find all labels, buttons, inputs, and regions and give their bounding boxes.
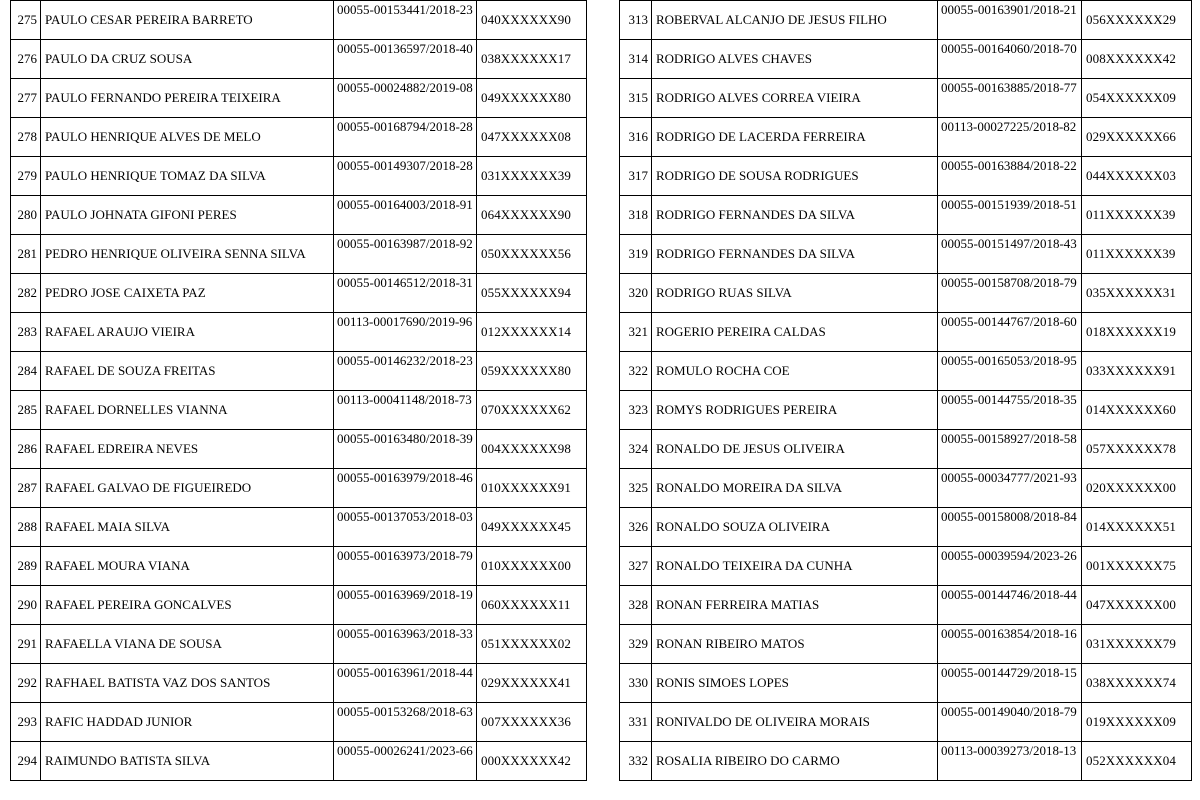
person-name: RODRIGO DE SOUSA RODRIGUES (652, 157, 938, 196)
row-number: 291 (11, 625, 41, 664)
process-number: 00055-00144767/2018-60 (938, 313, 1082, 352)
person-name: PAULO CESAR PEREIRA BARRETO (41, 1, 334, 40)
masked-cpf: 012XXXXXX14 (477, 313, 587, 352)
masked-cpf: 008XXXXXX42 (1082, 40, 1192, 79)
masked-cpf: 010XXXXXX91 (477, 469, 587, 508)
process-number: 00055-00163901/2018-21 (938, 1, 1082, 40)
row-number: 283 (11, 313, 41, 352)
person-name: RONALDO DE JESUS OLIVEIRA (652, 430, 938, 469)
table-row (11, 469, 587, 508)
process-number: 00055-00163987/2018-92 (334, 235, 477, 274)
masked-cpf: 020XXXXXX00 (1082, 469, 1192, 508)
table-row (620, 79, 1192, 118)
left-table-body (11, 1, 587, 781)
row-number: 285 (11, 391, 41, 430)
person-name: RAIMUNDO BATISTA SILVA (41, 742, 334, 781)
masked-cpf: 059XXXXXX80 (477, 352, 587, 391)
person-name: PAULO FERNANDO PEREIRA TEIXEIRA (41, 79, 334, 118)
row-number: 288 (11, 508, 41, 547)
masked-cpf: 049XXXXXX80 (477, 79, 587, 118)
person-name: RODRIGO ALVES CHAVES (652, 40, 938, 79)
masked-cpf: 029XXXXXX66 (1082, 118, 1192, 157)
person-name: PEDRO HENRIQUE OLIVEIRA SENNA SILVA (41, 235, 334, 274)
table-row (11, 40, 587, 79)
person-name: RONIS SIMOES LOPES (652, 664, 938, 703)
process-number: 00055-00163854/2018-16 (938, 625, 1082, 664)
person-name: PAULO JOHNATA GIFONI PERES (41, 196, 334, 235)
person-name: ROMULO ROCHA COE (652, 352, 938, 391)
process-number: 00055-00164060/2018-70 (938, 40, 1082, 79)
process-number: 00055-00153268/2018-63 (334, 703, 477, 742)
table-row (620, 157, 1192, 196)
row-number: 330 (620, 664, 652, 703)
masked-cpf: 047XXXXXX00 (1082, 586, 1192, 625)
row-number: 313 (620, 1, 652, 40)
process-number: 00055-00163963/2018-33 (334, 625, 477, 664)
process-number: 00055-00164003/2018-91 (334, 196, 477, 235)
row-number: 277 (11, 79, 41, 118)
masked-cpf: 055XXXXXX94 (477, 274, 587, 313)
person-name: PAULO HENRIQUE TOMAZ DA SILVA (41, 157, 334, 196)
process-number: 00113-00027225/2018-82 (938, 118, 1082, 157)
masked-cpf: 044XXXXXX03 (1082, 157, 1192, 196)
process-number: 00055-00149040/2018-79 (938, 703, 1082, 742)
process-number: 00055-00151939/2018-51 (938, 196, 1082, 235)
row-number: 284 (11, 352, 41, 391)
masked-cpf: 056XXXXXX29 (1082, 1, 1192, 40)
row-number: 286 (11, 430, 41, 469)
row-number: 282 (11, 274, 41, 313)
process-number: 00055-00163973/2018-79 (334, 547, 477, 586)
person-name: RONAN RIBEIRO MATOS (652, 625, 938, 664)
table-row (11, 352, 587, 391)
process-number: 00055-00158708/2018-79 (938, 274, 1082, 313)
masked-cpf: 047XXXXXX08 (477, 118, 587, 157)
table-row (11, 625, 587, 664)
masked-cpf: 035XXXXXX31 (1082, 274, 1192, 313)
table-row (620, 118, 1192, 157)
process-number: 00055-00137053/2018-03 (334, 508, 477, 547)
row-number: 323 (620, 391, 652, 430)
process-number: 00055-00158927/2018-58 (938, 430, 1082, 469)
table-row (11, 664, 587, 703)
row-number: 281 (11, 235, 41, 274)
masked-cpf: 070XXXXXX62 (477, 391, 587, 430)
row-number: 321 (620, 313, 652, 352)
masked-cpf: 011XXXXXX39 (1082, 235, 1192, 274)
person-name: RONALDO TEIXEIRA DA CUNHA (652, 547, 938, 586)
person-name: ROMYS RODRIGUES PEREIRA (652, 391, 938, 430)
row-number: 328 (620, 586, 652, 625)
process-number: 00055-00168794/2018-28 (334, 118, 477, 157)
row-number: 331 (620, 703, 652, 742)
table-row (11, 79, 587, 118)
right-table (619, 0, 1192, 781)
masked-cpf: 018XXXXXX19 (1082, 313, 1192, 352)
masked-cpf: 000XXXXXX42 (477, 742, 587, 781)
person-name: RAFAELLA VIANA DE SOUSA (41, 625, 334, 664)
masked-cpf: 031XXXXXX79 (1082, 625, 1192, 664)
row-number: 278 (11, 118, 41, 157)
person-name: RAFAEL EDREIRA NEVES (41, 430, 334, 469)
process-number: 00055-00149307/2018-28 (334, 157, 477, 196)
row-number: 293 (11, 703, 41, 742)
masked-cpf: 014XXXXXX51 (1082, 508, 1192, 547)
masked-cpf: 052XXXXXX04 (1082, 742, 1192, 781)
row-number: 325 (620, 469, 652, 508)
masked-cpf: 049XXXXXX45 (477, 508, 587, 547)
masked-cpf: 057XXXXXX78 (1082, 430, 1192, 469)
table-row (11, 703, 587, 742)
table-row (620, 742, 1192, 781)
person-name: RAFAEL GALVAO DE FIGUEIREDO (41, 469, 334, 508)
table-row (11, 430, 587, 469)
row-number: 292 (11, 664, 41, 703)
process-number: 00055-00024882/2019-08 (334, 79, 477, 118)
masked-cpf: 038XXXXXX74 (1082, 664, 1192, 703)
person-name: RAFIC HADDAD JUNIOR (41, 703, 334, 742)
process-number: 00055-00163480/2018-39 (334, 430, 477, 469)
table-row (620, 391, 1192, 430)
table-row (620, 703, 1192, 742)
person-name: RONAN FERREIRA MATIAS (652, 586, 938, 625)
row-number: 315 (620, 79, 652, 118)
masked-cpf: 001XXXXXX75 (1082, 547, 1192, 586)
person-name: ROBERVAL ALCANJO DE JESUS FILHO (652, 1, 938, 40)
process-number: 00055-00163884/2018-22 (938, 157, 1082, 196)
table-row (620, 196, 1192, 235)
process-number: 00055-00163885/2018-77 (938, 79, 1082, 118)
table-row (11, 508, 587, 547)
process-number: 00055-00163969/2018-19 (334, 586, 477, 625)
row-number: 319 (620, 235, 652, 274)
process-number: 00113-00041148/2018-73 (334, 391, 477, 430)
process-number: 00055-00144746/2018-44 (938, 586, 1082, 625)
masked-cpf: 011XXXXXX39 (1082, 196, 1192, 235)
row-number: 316 (620, 118, 652, 157)
masked-cpf: 054XXXXXX09 (1082, 79, 1192, 118)
row-number: 317 (620, 157, 652, 196)
person-name: PAULO HENRIQUE ALVES DE MELO (41, 118, 334, 157)
process-number: 00055-00146232/2018-23 (334, 352, 477, 391)
table-row (620, 1, 1192, 40)
process-number: 00055-00144729/2018-15 (938, 664, 1082, 703)
row-number: 327 (620, 547, 652, 586)
masked-cpf: 019XXXXXX09 (1082, 703, 1192, 742)
table-row (620, 235, 1192, 274)
row-number: 322 (620, 352, 652, 391)
process-number: 00055-00039594/2023-26 (938, 547, 1082, 586)
person-name: RONALDO MOREIRA DA SILVA (652, 469, 938, 508)
row-number: 324 (620, 430, 652, 469)
table-row (11, 313, 587, 352)
row-number: 314 (620, 40, 652, 79)
person-name: RAFAEL PEREIRA GONCALVES (41, 586, 334, 625)
masked-cpf: 014XXXXXX60 (1082, 391, 1192, 430)
person-name: RODRIGO RUAS SILVA (652, 274, 938, 313)
table-row (620, 508, 1192, 547)
row-number: 326 (620, 508, 652, 547)
table-row (11, 1, 587, 40)
process-number: 00055-00144755/2018-35 (938, 391, 1082, 430)
masked-cpf: 060XXXXXX11 (477, 586, 587, 625)
row-number: 332 (620, 742, 652, 781)
person-name: PAULO DA CRUZ SOUSA (41, 40, 334, 79)
masked-cpf: 010XXXXXX00 (477, 547, 587, 586)
person-name: RAFHAEL BATISTA VAZ DOS SANTOS (41, 664, 334, 703)
right-table-body (620, 1, 1192, 781)
process-number: 00055-00151497/2018-43 (938, 235, 1082, 274)
masked-cpf: 033XXXXXX91 (1082, 352, 1192, 391)
masked-cpf: 007XXXXXX36 (477, 703, 587, 742)
row-number: 294 (11, 742, 41, 781)
masked-cpf: 051XXXXXX02 (477, 625, 587, 664)
table-row (11, 586, 587, 625)
person-name: RODRIGO FERNANDES DA SILVA (652, 235, 938, 274)
table-row (620, 40, 1192, 79)
process-number: 00055-00026241/2023-66 (334, 742, 477, 781)
process-number: 00055-00153441/2018-23 (334, 1, 477, 40)
table-row (620, 313, 1192, 352)
masked-cpf: 031XXXXXX39 (477, 157, 587, 196)
person-name: RONIVALDO DE OLIVEIRA MORAIS (652, 703, 938, 742)
process-number: 00055-00163961/2018-44 (334, 664, 477, 703)
person-name: RODRIGO FERNANDES DA SILVA (652, 196, 938, 235)
table-row (11, 274, 587, 313)
person-name: PEDRO JOSE CAIXETA PAZ (41, 274, 334, 313)
row-number: 287 (11, 469, 41, 508)
person-name: RONALDO SOUZA OLIVEIRA (652, 508, 938, 547)
table-row (11, 547, 587, 586)
row-number: 276 (11, 40, 41, 79)
table-row (620, 430, 1192, 469)
masked-cpf: 029XXXXXX41 (477, 664, 587, 703)
table-row (11, 391, 587, 430)
process-number: 00055-00163979/2018-46 (334, 469, 477, 508)
process-number: 00113-00017690/2019-96 (334, 313, 477, 352)
table-row (620, 625, 1192, 664)
row-number: 329 (620, 625, 652, 664)
person-name: RAFAEL DE SOUZA FREITAS (41, 352, 334, 391)
process-number: 00055-00165053/2018-95 (938, 352, 1082, 391)
person-name: RODRIGO DE LACERDA FERREIRA (652, 118, 938, 157)
process-number: 00055-00034777/2021-93 (938, 469, 1082, 508)
row-number: 318 (620, 196, 652, 235)
table-row (620, 586, 1192, 625)
table-row (620, 274, 1192, 313)
masked-cpf: 064XXXXXX90 (477, 196, 587, 235)
table-row (620, 469, 1192, 508)
row-number: 275 (11, 1, 41, 40)
person-name: RAFAEL ARAUJO VIEIRA (41, 313, 334, 352)
process-number: 00113-00039273/2018-13 (938, 742, 1082, 781)
table-row (620, 664, 1192, 703)
table-row (11, 235, 587, 274)
masked-cpf: 040XXXXXX90 (477, 1, 587, 40)
person-name: RODRIGO ALVES CORREA VIEIRA (652, 79, 938, 118)
table-row (11, 742, 587, 781)
row-number: 290 (11, 586, 41, 625)
person-name: RAFAEL MOURA VIANA (41, 547, 334, 586)
masked-cpf: 050XXXXXX56 (477, 235, 587, 274)
table-row (620, 352, 1192, 391)
person-name: RAFAEL DORNELLES VIANNA (41, 391, 334, 430)
person-name: RAFAEL MAIA SILVA (41, 508, 334, 547)
table-row (11, 196, 587, 235)
person-name: ROGERIO PEREIRA CALDAS (652, 313, 938, 352)
row-number: 289 (11, 547, 41, 586)
row-number: 279 (11, 157, 41, 196)
process-number: 00055-00146512/2018-31 (334, 274, 477, 313)
masked-cpf: 004XXXXXX98 (477, 430, 587, 469)
table-row (620, 547, 1192, 586)
process-number: 00055-00158008/2018-84 (938, 508, 1082, 547)
process-number: 00055-00136597/2018-40 (334, 40, 477, 79)
table-row (11, 118, 587, 157)
person-name: ROSALIA RIBEIRO DO CARMO (652, 742, 938, 781)
row-number: 320 (620, 274, 652, 313)
table-row (11, 157, 587, 196)
masked-cpf: 038XXXXXX17 (477, 40, 587, 79)
row-number: 280 (11, 196, 41, 235)
left-table (10, 0, 587, 781)
